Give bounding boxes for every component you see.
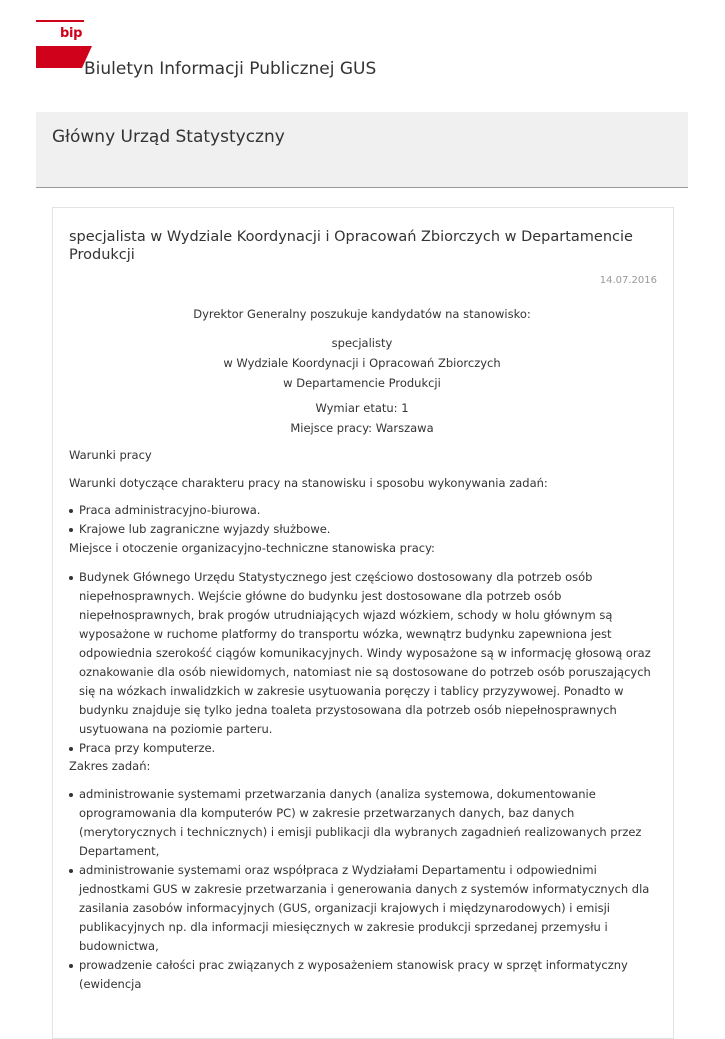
intro-text: Dyrektor Generalny poszukuje kandydatów na stanowisko: — [193, 307, 531, 321]
workload-line: Wymiar etatu: 1 — [315, 401, 409, 415]
list-item: prowadzenie całości prac związanych z wyposażeniem stanowisk pracy w sprzęt informatyczny (ewidencja — [69, 956, 659, 994]
logo-text: bip — [60, 26, 83, 41]
list-item: Praca przy komputerze. — [69, 739, 659, 758]
list-item: administrowanie systemami oraz współpraca z Wydziałami Departamentu i odpowiednimi jednostkami GUS w zakresie przetwarzania i generowania danych z systemów informatycznych dla zasilania zasobów informacyjnych (GUS, organizacji krajowych i międzynarodowych) i emisji publikacyjnych np. dla informacji miesięcznych w zakresie produkcji sprzedanej przemysłu i budownictwa, — [69, 861, 659, 956]
workplace-line: Miejsce pracy: Warszawa — [290, 421, 434, 435]
work-conditions-list — [69, 501, 659, 539]
list-item: Krajowe lub zagraniczne wyjazdy służbowe. — [69, 520, 659, 539]
environment-list — [69, 568, 659, 758]
site-title[interactable]: Biuletyn Informacji Publicznej GUS — [84, 59, 377, 79]
logo-red-block — [36, 46, 82, 68]
position-block — [69, 333, 655, 393]
logo-top-line — [36, 20, 84, 22]
section-heading-work-conditions: Warunki pracy — [69, 448, 152, 462]
article-date: 14.07.2016 — [599, 275, 657, 286]
list-item: Budynek Głównego Urzędu Statystycznego jest częściowo dostosowany dla potrzeb osób niepełnosprawnych. Wejście główne do budynku jest dostosowane dla potrzeb osób niepełnosprawnych, brak progów utrudniających wjazd wózkiem, schody w holu głównym są wyposażone w ruchome platformy do transportu wózka, wewnątrz budynku zapewniona jest odpowiednia szerokość ciągów komunikacyjnych. Windy wyposażone są w informację głosową oraz oznakowanie dla osób niewidomych, natomiast nie są dostosowane do potrzeb osób poruszających się na wózkach inwalidzkich w zakresie usytuowania poręczy i tablicy przyzywowej. Ponadto w budynku znajduje się tylko jedna toaleta przystosowana dla potrzeb osób niepełnosprawnych usytuowana na poziomie parteru. — [69, 568, 659, 739]
work-conditions-intro: Warunki dotyczące charakteru pracy na stanowisku i sposobu wykonywania zadań: — [69, 476, 548, 490]
institution-title[interactable]: Główny Urząd Statystyczny — [52, 127, 285, 147]
section-heading-tasks: Zakres zadań: — [69, 759, 151, 773]
details-block — [69, 398, 655, 438]
list-item: administrowanie systemami przetwarzania danych (analiza systemowa, dokumentowanie oprogramowania dla komputerów PC) w zakresie przetwarzanych danych, baz danych (merytorycznych i technicznych) i emisji publikacji dla wybranych zagadnień realizowanych przez Departament, — [69, 785, 659, 861]
position-line: specjalisty — [331, 336, 393, 350]
list-item: Praca administracyjno-biurowa. — [69, 501, 659, 520]
position-line: w Departamencie Produkcji — [283, 376, 441, 390]
position-line: w Wydziale Koordynacji i Opracowań Zbiorczych — [223, 356, 501, 370]
environment-intro: Miejsce i otoczenie organizacyjno-techniczne stanowiska pracy: — [69, 541, 435, 555]
institution-banner — [36, 112, 688, 188]
tasks-list — [69, 785, 659, 994]
article-title: specjalista w Wydziale Koordynacji i Opracowań Zbiorczych w Departamencie Produkcji — [69, 229, 633, 263]
bip-logo[interactable] — [36, 20, 84, 72]
article-card — [52, 207, 674, 1039]
